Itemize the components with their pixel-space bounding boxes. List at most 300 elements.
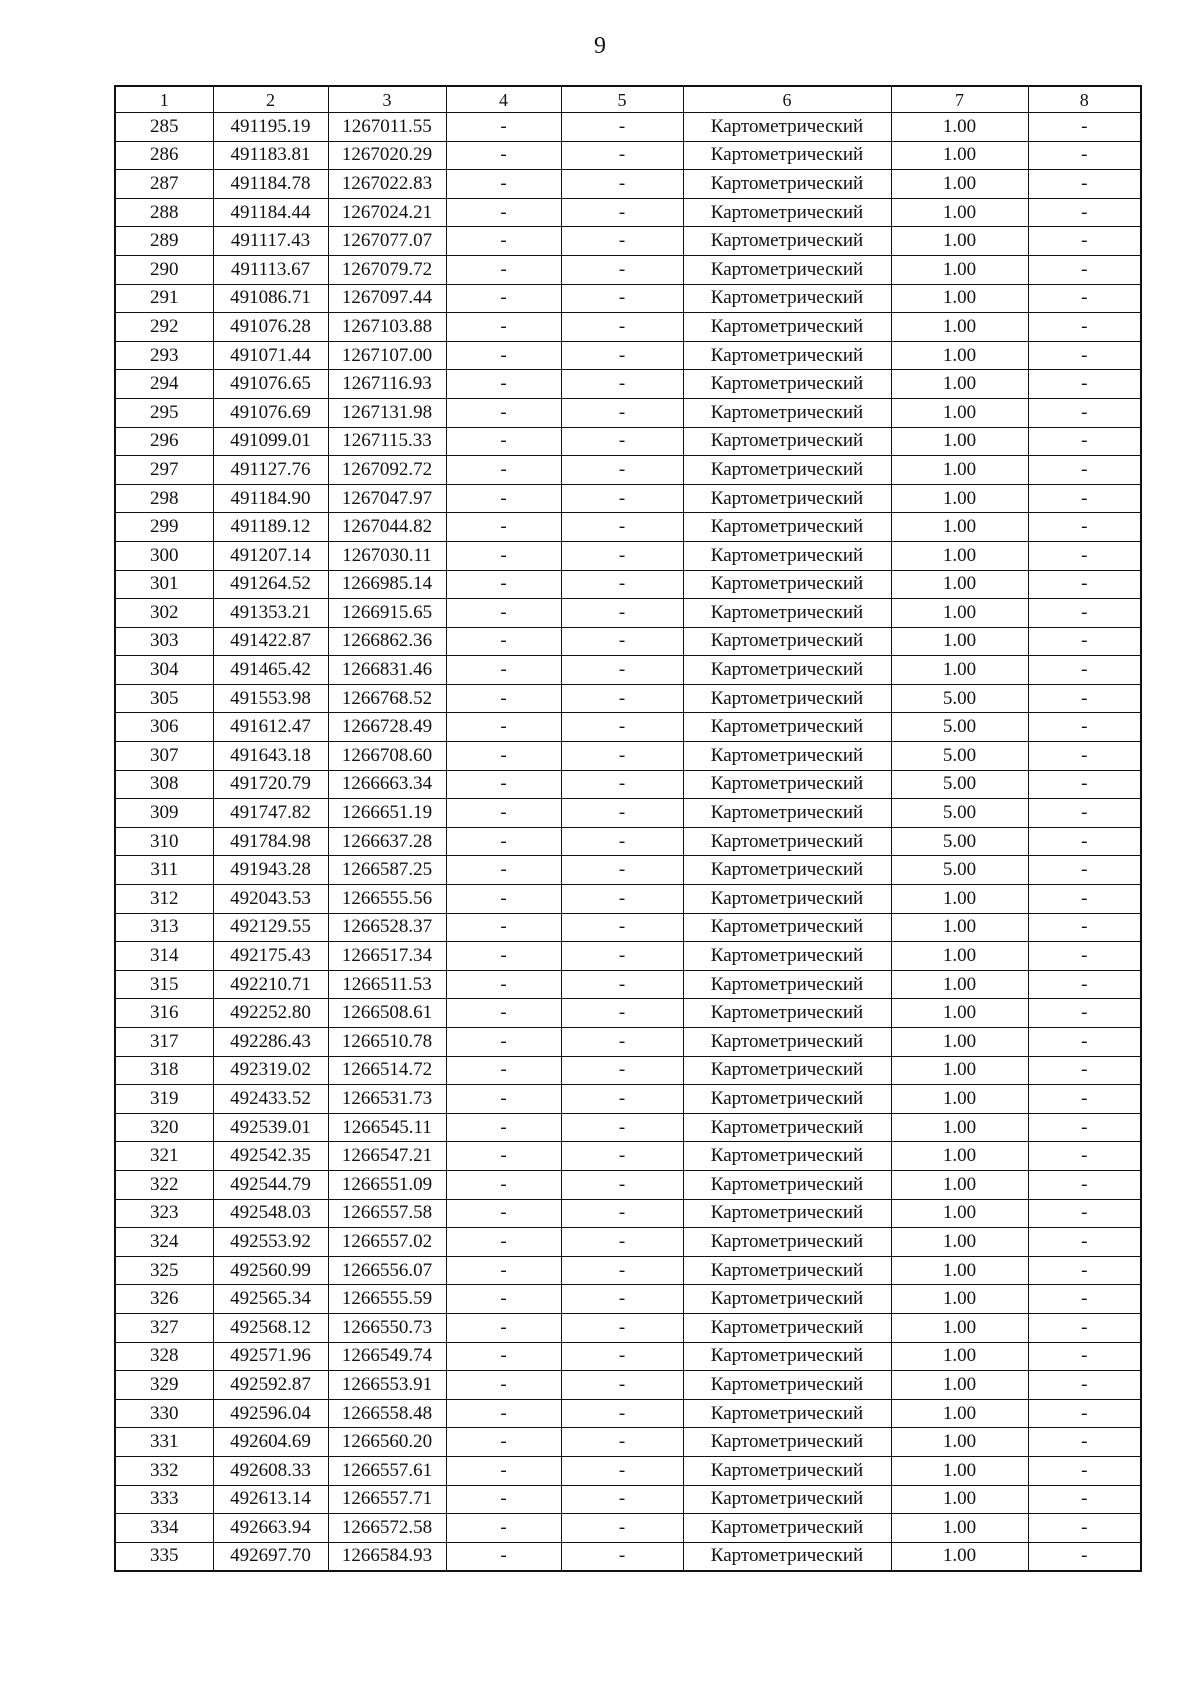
precision-cell: 1.00 — [891, 170, 1028, 199]
cell-col-5: - — [561, 1399, 683, 1428]
precision-cell: 1.00 — [891, 1085, 1028, 1114]
precision-cell: 1.00 — [891, 913, 1028, 942]
table-header-row — [115, 86, 1141, 113]
coordinate-x: 491189.12 — [213, 513, 328, 542]
precision-cell: 1.00 — [891, 656, 1028, 685]
cell-col-5: - — [561, 313, 683, 342]
coordinate-x: 491943.28 — [213, 856, 328, 885]
coordinate-x: 492252.80 — [213, 999, 328, 1028]
cell-col-5: - — [561, 1485, 683, 1514]
cell-col-5: - — [561, 398, 683, 427]
coordinate-x: 491184.78 — [213, 170, 328, 199]
cell-col-8: - — [1028, 570, 1141, 599]
coordinate-y: 1267047.97 — [328, 484, 446, 513]
table-row — [115, 799, 1141, 828]
cell-col-8: - — [1028, 713, 1141, 742]
cell-col-8: - — [1028, 1085, 1141, 1114]
cell-col-5: - — [561, 599, 683, 628]
cell-col-4: - — [446, 1399, 561, 1428]
cell-col-5: - — [561, 170, 683, 199]
table-row — [115, 255, 1141, 284]
cell-col-5: - — [561, 141, 683, 170]
cell-col-8: - — [1028, 1199, 1141, 1228]
precision-cell: 1.00 — [891, 1313, 1028, 1342]
cell-col-8: - — [1028, 999, 1141, 1028]
coordinate-x: 491099.01 — [213, 427, 328, 456]
cell-col-5: - — [561, 799, 683, 828]
page-number: 9 — [594, 33, 606, 59]
cell-col-4: - — [446, 1085, 561, 1114]
point-number: 286 — [115, 141, 213, 170]
method-cell: Картометрический — [683, 398, 891, 427]
coordinate-y: 1266549.74 — [328, 1342, 446, 1371]
cell-col-5: - — [561, 1256, 683, 1285]
cell-col-8: - — [1028, 484, 1141, 513]
method-cell: Картометрический — [683, 656, 891, 685]
cell-col-5: - — [561, 570, 683, 599]
table-row — [115, 970, 1141, 999]
cell-col-5: - — [561, 942, 683, 971]
coordinate-y: 1266557.61 — [328, 1456, 446, 1485]
cell-col-8: - — [1028, 427, 1141, 456]
cell-col-8: - — [1028, 1170, 1141, 1199]
cell-col-8: - — [1028, 1399, 1141, 1428]
coordinate-x: 491076.65 — [213, 370, 328, 399]
coordinate-y: 1266531.73 — [328, 1085, 446, 1114]
cell-col-5: - — [561, 684, 683, 713]
coordinate-y: 1266768.52 — [328, 684, 446, 713]
cell-col-8: - — [1028, 541, 1141, 570]
method-cell: Картометрический — [683, 1342, 891, 1371]
point-number: 309 — [115, 799, 213, 828]
point-number: 327 — [115, 1313, 213, 1342]
cell-col-4: - — [446, 1256, 561, 1285]
coordinate-y: 1266728.49 — [328, 713, 446, 742]
coordinate-y: 1267077.07 — [328, 227, 446, 256]
cell-col-8: - — [1028, 770, 1141, 799]
method-cell: Картометрический — [683, 1285, 891, 1314]
cell-col-5: - — [561, 370, 683, 399]
cell-col-5: - — [561, 198, 683, 227]
coordinate-x: 491612.47 — [213, 713, 328, 742]
precision-cell: 1.00 — [891, 970, 1028, 999]
table-row — [115, 284, 1141, 313]
coordinate-x: 491117.43 — [213, 227, 328, 256]
coordinate-y: 1266557.58 — [328, 1199, 446, 1228]
precision-cell: 1.00 — [891, 484, 1028, 513]
table-row — [115, 541, 1141, 570]
coordinate-y: 1266553.91 — [328, 1371, 446, 1400]
cell-col-4: - — [446, 113, 561, 142]
coordinate-x: 492548.03 — [213, 1199, 328, 1228]
method-cell: Картометрический — [683, 1142, 891, 1171]
table-row — [115, 713, 1141, 742]
coordinate-y: 1267030.11 — [328, 541, 446, 570]
table-row — [115, 1085, 1141, 1114]
coordinate-x: 492286.43 — [213, 1028, 328, 1057]
coordinate-y: 1266560.20 — [328, 1428, 446, 1457]
coordinate-y: 1267107.00 — [328, 341, 446, 370]
coordinate-y: 1266545.11 — [328, 1113, 446, 1142]
cell-col-5: - — [561, 885, 683, 914]
cell-col-8: - — [1028, 1256, 1141, 1285]
method-cell: Картометрический — [683, 284, 891, 313]
coordinate-x: 492175.43 — [213, 942, 328, 971]
coordinate-y: 1266514.72 — [328, 1056, 446, 1085]
point-number: 306 — [115, 713, 213, 742]
cell-col-4: - — [446, 198, 561, 227]
coordinate-x: 491086.71 — [213, 284, 328, 313]
method-cell: Картометрический — [683, 970, 891, 999]
point-number: 304 — [115, 656, 213, 685]
method-cell: Картометрический — [683, 599, 891, 628]
method-cell: Картометрический — [683, 885, 891, 914]
cell-col-5: - — [561, 656, 683, 685]
coordinate-y: 1266557.02 — [328, 1228, 446, 1257]
point-number: 314 — [115, 942, 213, 971]
point-number: 295 — [115, 398, 213, 427]
cell-col-4: - — [446, 398, 561, 427]
coordinate-x: 492571.96 — [213, 1342, 328, 1371]
method-cell: Картометрический — [683, 1228, 891, 1257]
cell-col-4: - — [446, 942, 561, 971]
cell-col-4: - — [446, 341, 561, 370]
method-cell: Картометрический — [683, 713, 891, 742]
cell-col-4: - — [446, 1542, 561, 1571]
point-number: 326 — [115, 1285, 213, 1314]
method-cell: Картометрический — [683, 1085, 891, 1114]
precision-cell: 1.00 — [891, 1485, 1028, 1514]
coordinate-y: 1266584.93 — [328, 1542, 446, 1571]
precision-cell: 1.00 — [891, 1142, 1028, 1171]
cell-col-8: - — [1028, 942, 1141, 971]
method-cell: Картометрический — [683, 942, 891, 971]
point-number: 317 — [115, 1028, 213, 1057]
coordinate-x: 491127.76 — [213, 456, 328, 485]
cell-col-5: - — [561, 1085, 683, 1114]
point-number: 323 — [115, 1199, 213, 1228]
table-row — [115, 913, 1141, 942]
precision-cell: 5.00 — [891, 770, 1028, 799]
cell-col-4: - — [446, 970, 561, 999]
cell-col-5: - — [561, 1228, 683, 1257]
coordinate-x: 492592.87 — [213, 1371, 328, 1400]
cell-col-4: - — [446, 656, 561, 685]
table-row — [115, 1313, 1141, 1342]
method-cell: Картометрический — [683, 1199, 891, 1228]
cell-col-8: - — [1028, 913, 1141, 942]
point-number: 318 — [115, 1056, 213, 1085]
coordinate-y: 1267020.29 — [328, 141, 446, 170]
coordinate-x: 492697.70 — [213, 1542, 328, 1571]
cell-col-5: - — [561, 113, 683, 142]
cell-col-8: - — [1028, 1228, 1141, 1257]
coordinate-x: 491207.14 — [213, 541, 328, 570]
table-row — [115, 770, 1141, 799]
precision-cell: 1.00 — [891, 313, 1028, 342]
column-header: 7 — [891, 86, 1028, 113]
cell-col-5: - — [561, 1056, 683, 1085]
cell-col-8: - — [1028, 227, 1141, 256]
coordinate-y: 1267097.44 — [328, 284, 446, 313]
precision-cell: 1.00 — [891, 456, 1028, 485]
table-row — [115, 570, 1141, 599]
table-row — [115, 341, 1141, 370]
method-cell: Картометрический — [683, 198, 891, 227]
precision-cell: 1.00 — [891, 113, 1028, 142]
table-row — [115, 513, 1141, 542]
precision-cell: 1.00 — [891, 1371, 1028, 1400]
method-cell: Картометрический — [683, 1456, 891, 1485]
table-row — [115, 1199, 1141, 1228]
point-number: 322 — [115, 1170, 213, 1199]
table-row — [115, 1113, 1141, 1142]
coordinate-x: 492565.34 — [213, 1285, 328, 1314]
method-cell: Картометрический — [683, 513, 891, 542]
cell-col-4: - — [446, 799, 561, 828]
method-cell: Картометрический — [683, 541, 891, 570]
method-cell: Картометрический — [683, 1170, 891, 1199]
method-cell: Картометрический — [683, 999, 891, 1028]
cell-col-5: - — [561, 341, 683, 370]
table-row — [115, 1228, 1141, 1257]
coordinate-y: 1266547.21 — [328, 1142, 446, 1171]
point-number: 329 — [115, 1371, 213, 1400]
coordinate-x: 491183.81 — [213, 141, 328, 170]
table-row — [115, 1170, 1141, 1199]
coordinate-x: 492596.04 — [213, 1399, 328, 1428]
precision-cell: 1.00 — [891, 341, 1028, 370]
precision-cell: 5.00 — [891, 827, 1028, 856]
precision-cell: 5.00 — [891, 713, 1028, 742]
table-row — [115, 1514, 1141, 1543]
coordinate-y: 1266651.19 — [328, 799, 446, 828]
precision-cell: 5.00 — [891, 742, 1028, 771]
cell-col-4: - — [446, 541, 561, 570]
cell-col-8: - — [1028, 1456, 1141, 1485]
coordinate-y: 1266551.09 — [328, 1170, 446, 1199]
point-number: 299 — [115, 513, 213, 542]
point-number: 289 — [115, 227, 213, 256]
table-row — [115, 1456, 1141, 1485]
coordinate-x: 491071.44 — [213, 341, 328, 370]
cell-col-4: - — [446, 1028, 561, 1057]
column-header: 5 — [561, 86, 683, 113]
coordinate-y: 1266915.65 — [328, 599, 446, 628]
cell-col-8: - — [1028, 1342, 1141, 1371]
table-row — [115, 1428, 1141, 1457]
cell-col-5: - — [561, 1142, 683, 1171]
coordinate-y: 1266637.28 — [328, 827, 446, 856]
method-cell: Картометрический — [683, 141, 891, 170]
precision-cell: 1.00 — [891, 370, 1028, 399]
coordinate-y: 1267079.72 — [328, 255, 446, 284]
point-number: 302 — [115, 599, 213, 628]
precision-cell: 1.00 — [891, 255, 1028, 284]
cell-col-8: - — [1028, 398, 1141, 427]
coordinate-y: 1266862.36 — [328, 627, 446, 656]
cell-col-4: - — [446, 570, 561, 599]
cell-col-5: - — [561, 1170, 683, 1199]
table-row — [115, 170, 1141, 199]
coordinate-y: 1266517.34 — [328, 942, 446, 971]
point-number: 321 — [115, 1142, 213, 1171]
cell-col-5: - — [561, 999, 683, 1028]
table-row — [115, 942, 1141, 971]
cell-col-5: - — [561, 1285, 683, 1314]
cell-col-8: - — [1028, 255, 1141, 284]
precision-cell: 5.00 — [891, 799, 1028, 828]
precision-cell: 1.00 — [891, 627, 1028, 656]
cell-col-8: - — [1028, 284, 1141, 313]
method-cell: Картометрический — [683, 799, 891, 828]
table-row — [115, 141, 1141, 170]
precision-cell: 1.00 — [891, 1542, 1028, 1571]
cell-col-8: - — [1028, 370, 1141, 399]
cell-col-4: - — [446, 713, 561, 742]
precision-cell: 1.00 — [891, 1342, 1028, 1371]
coordinate-y: 1266708.60 — [328, 742, 446, 771]
cell-col-5: - — [561, 970, 683, 999]
method-cell: Картометрический — [683, 1399, 891, 1428]
table-row — [115, 656, 1141, 685]
cell-col-5: - — [561, 1371, 683, 1400]
cell-col-4: - — [446, 370, 561, 399]
method-cell: Картометрический — [683, 827, 891, 856]
coordinate-y: 1267092.72 — [328, 456, 446, 485]
table-row — [115, 856, 1141, 885]
precision-cell: 1.00 — [891, 599, 1028, 628]
precision-cell: 1.00 — [891, 1456, 1028, 1485]
cell-col-4: - — [446, 1456, 561, 1485]
cell-col-8: - — [1028, 742, 1141, 771]
method-cell: Картометрический — [683, 1371, 891, 1400]
point-number: 334 — [115, 1514, 213, 1543]
point-number: 303 — [115, 627, 213, 656]
method-cell: Картометрический — [683, 370, 891, 399]
coordinate-x: 491720.79 — [213, 770, 328, 799]
cell-col-4: - — [446, 1285, 561, 1314]
coordinate-x: 492553.92 — [213, 1228, 328, 1257]
cell-col-5: - — [561, 742, 683, 771]
cell-col-4: - — [446, 627, 561, 656]
coordinate-x: 492613.14 — [213, 1485, 328, 1514]
cell-col-4: - — [446, 1056, 561, 1085]
table-row — [115, 313, 1141, 342]
point-number: 330 — [115, 1399, 213, 1428]
precision-cell: 1.00 — [891, 1285, 1028, 1314]
cell-col-4: - — [446, 1342, 561, 1371]
cell-col-8: - — [1028, 1028, 1141, 1057]
point-number: 328 — [115, 1342, 213, 1371]
cell-col-5: - — [561, 513, 683, 542]
point-number: 292 — [115, 313, 213, 342]
cell-col-4: - — [446, 599, 561, 628]
precision-cell: 1.00 — [891, 1228, 1028, 1257]
coordinate-x: 491465.42 — [213, 656, 328, 685]
cell-col-8: - — [1028, 684, 1141, 713]
cell-col-4: - — [446, 913, 561, 942]
point-number: 312 — [115, 885, 213, 914]
coordinate-y: 1266558.48 — [328, 1399, 446, 1428]
cell-col-5: - — [561, 913, 683, 942]
coordinate-x: 491553.98 — [213, 684, 328, 713]
table-body — [115, 113, 1141, 1572]
coordinate-x: 491422.87 — [213, 627, 328, 656]
method-cell: Картометрический — [683, 1056, 891, 1085]
cell-col-4: - — [446, 141, 561, 170]
method-cell: Картометрический — [683, 570, 891, 599]
point-number: 290 — [115, 255, 213, 284]
precision-cell: 1.00 — [891, 513, 1028, 542]
cell-col-4: - — [446, 684, 561, 713]
method-cell: Картометрический — [683, 684, 891, 713]
cell-col-4: - — [446, 885, 561, 914]
coordinate-y: 1266587.25 — [328, 856, 446, 885]
coordinate-y: 1267044.82 — [328, 513, 446, 542]
cell-col-8: - — [1028, 513, 1141, 542]
cell-col-4: - — [446, 1142, 561, 1171]
precision-cell: 1.00 — [891, 999, 1028, 1028]
method-cell: Картометрический — [683, 170, 891, 199]
column-header: 4 — [446, 86, 561, 113]
cell-col-4: - — [446, 313, 561, 342]
column-header: 3 — [328, 86, 446, 113]
precision-cell: 1.00 — [891, 284, 1028, 313]
point-number: 307 — [115, 742, 213, 771]
point-number: 310 — [115, 827, 213, 856]
cell-col-4: - — [446, 856, 561, 885]
coordinate-y: 1266572.58 — [328, 1514, 446, 1543]
point-number: 291 — [115, 284, 213, 313]
cell-col-8: - — [1028, 599, 1141, 628]
method-cell: Картометрический — [683, 1514, 891, 1543]
point-number: 298 — [115, 484, 213, 513]
coordinate-y: 1266510.78 — [328, 1028, 446, 1057]
coordinate-x: 491643.18 — [213, 742, 328, 771]
cell-col-5: - — [561, 827, 683, 856]
coordinate-y: 1267022.83 — [328, 170, 446, 199]
cell-col-5: - — [561, 1028, 683, 1057]
coordinate-x: 492544.79 — [213, 1170, 328, 1199]
precision-cell: 1.00 — [891, 942, 1028, 971]
table-row — [115, 627, 1141, 656]
coordinate-y: 1267011.55 — [328, 113, 446, 142]
point-number: 333 — [115, 1485, 213, 1514]
cell-col-8: - — [1028, 1514, 1141, 1543]
precision-cell: 1.00 — [891, 885, 1028, 914]
point-number: 319 — [115, 1085, 213, 1114]
precision-cell: 1.00 — [891, 1256, 1028, 1285]
cell-col-5: - — [561, 456, 683, 485]
point-number: 294 — [115, 370, 213, 399]
cell-col-8: - — [1028, 1313, 1141, 1342]
cell-col-5: - — [561, 1342, 683, 1371]
method-cell: Картометрический — [683, 856, 891, 885]
cell-col-8: - — [1028, 1542, 1141, 1571]
cell-col-4: - — [446, 284, 561, 313]
cell-col-5: - — [561, 484, 683, 513]
coordinate-x: 491784.98 — [213, 827, 328, 856]
point-number: 285 — [115, 113, 213, 142]
coordinate-x: 491076.28 — [213, 313, 328, 342]
cell-col-4: - — [446, 427, 561, 456]
table-row — [115, 827, 1141, 856]
cell-col-4: - — [446, 255, 561, 284]
table-row — [115, 1142, 1141, 1171]
cell-col-5: - — [561, 541, 683, 570]
coordinate-y: 1267116.93 — [328, 370, 446, 399]
